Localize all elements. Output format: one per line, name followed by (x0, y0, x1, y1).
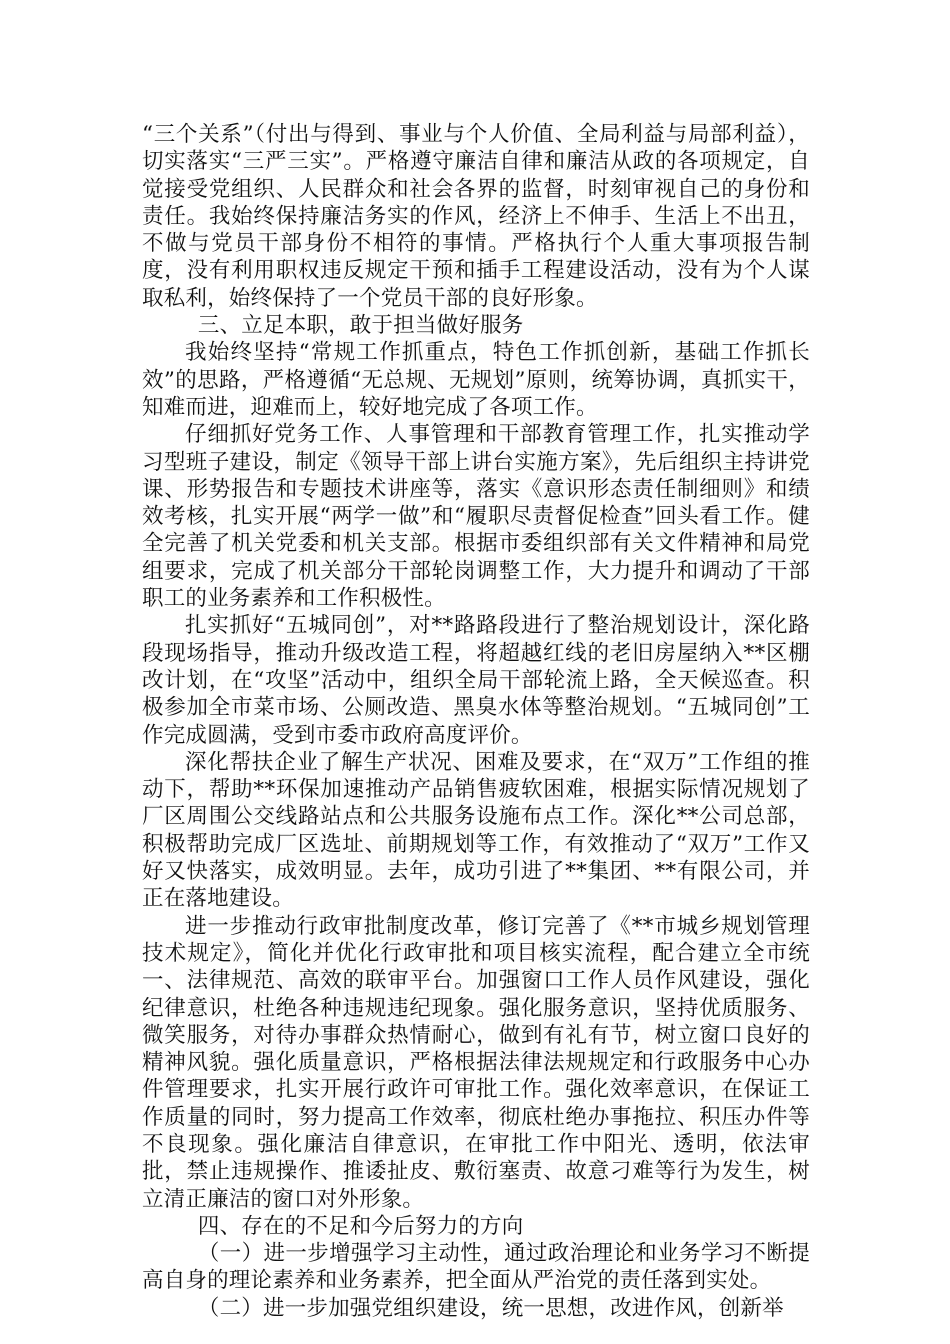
body-paragraph: 扎实抓好“五城同创”，对**路路段进行了整治规划设计，深化路段现场指导，推动升级改造工程，将超越红线的老旧房屋纳入**区棚改计划，在“攻坚”活动中，组织全局干部轮流上路，全天候巡查。积极参加全市菜市场、公厕改造、黑臭水体等整治规划。“五城同创”工作完成圆满，受到市委市政府高度评价。 (142, 613, 810, 748)
body-paragraph: 深化帮扶企业了解生产状况、困难及要求，在“双万”工作组的推动下，帮助**环保加速推动产品销售疲软困难，根据实际情况规划了厂区周围公交线路站点和公共服务设施布点工作。深化**公司总部，积极帮助完成厂区选址、前期规划等工作，有效推动了“双万”工作又好又快落实，成效明显。去年，成功引进了**集团、**有限公司，并正在落地建设。 (142, 749, 810, 912)
document-body (142, 121, 810, 1322)
body-paragraph: 我始终坚持“常规工作抓重点，特色工作抓创新，基础工作抓长效”的思路，严格遵循“无总规、无规划”原则，统筹协调，真抓实干，知难而进，迎难而上，较好地完成了各项工作。 (142, 340, 810, 420)
section-heading: 四、存在的不足和今后努力的方向 (197, 1213, 524, 1239)
body-paragraph: 仔细抓好党务工作、人事管理和干部教育管理工作，扎实推动学习型班子建设，制定《领导干部上讲台实施方案》，先后组织主持讲党课、形势报告和专题技术讲座等，落实《意识形态责任制细则》和绩效考核，扎实开展“两学一做”和“履职尽责督促检查”回头看工作。健全完善了机关党委和机关支部。根据市委组织部有关文件精神和局党组要求，完成了机关部分干部轮岗调整工作，大力提升和调动了干部职工的业务素养和工作积极性。 (142, 422, 810, 612)
body-paragraph: 进一步推动行政审批制度改革，修订完善了《**市城乡规划管理技术规定》，简化并优化行政审批和项目核实流程，配合建立全市统一、法律规范、高效的联审平台。加强窗口工作人员作风建设，强化纪律意识，杜绝各种违规违纪现象。强化服务意识，坚持优质服务、微笑服务，对待办事群众热情耐心，做到有礼有节，树立窗口良好的精神风貌。强化质量意识，严格根据法律法规规定和行政服务中心办件管理要求，扎实开展行政许可审批工作。强化效率意识，在保证工作质量的同时，努力提高工作效率，彻底杜绝办事拖拉、积压办件等不良现象。强化廉洁自律意识，在审批工作中阳光、透明，依法审批，禁止违规操作、推诿扯皮、敷衍塞责、故意刁难等行为发生，树立清正廉洁的窗口对外形象。 (142, 913, 810, 1212)
body-paragraph: “三个关系”（付出与得到、事业与个人价值、全局利益与局部利益），切实落实“三严三实”。严格遵守廉洁自律和廉洁从政的各项规定，自觉接受党组织、人民群众和社会各界的监督，时刻审视自己的身份和责任。我始终保持廉洁务实的作风，经济上不伸手、生活上不出丑，不做与党员干部身份不相符的事情。严格执行个人重大事项报告制度，没有利用职权违反规定干预和插手工程建设活动，没有为个人谋取私利，始终保持了一个党员干部的良好形象。 (142, 122, 810, 311)
list-item: （二）进一步加强党组织建设，统一思想，改进作风，创新举 (197, 1295, 784, 1321)
list-item: （一）进一步增强学习主动性，通过政治理论和业务学习不断提高自身的理论素养和业务素养，把全面从严治党的责任落到实处。 (142, 1241, 810, 1294)
section-heading: 三、立足本职，敢于担当做好服务 (197, 313, 524, 339)
